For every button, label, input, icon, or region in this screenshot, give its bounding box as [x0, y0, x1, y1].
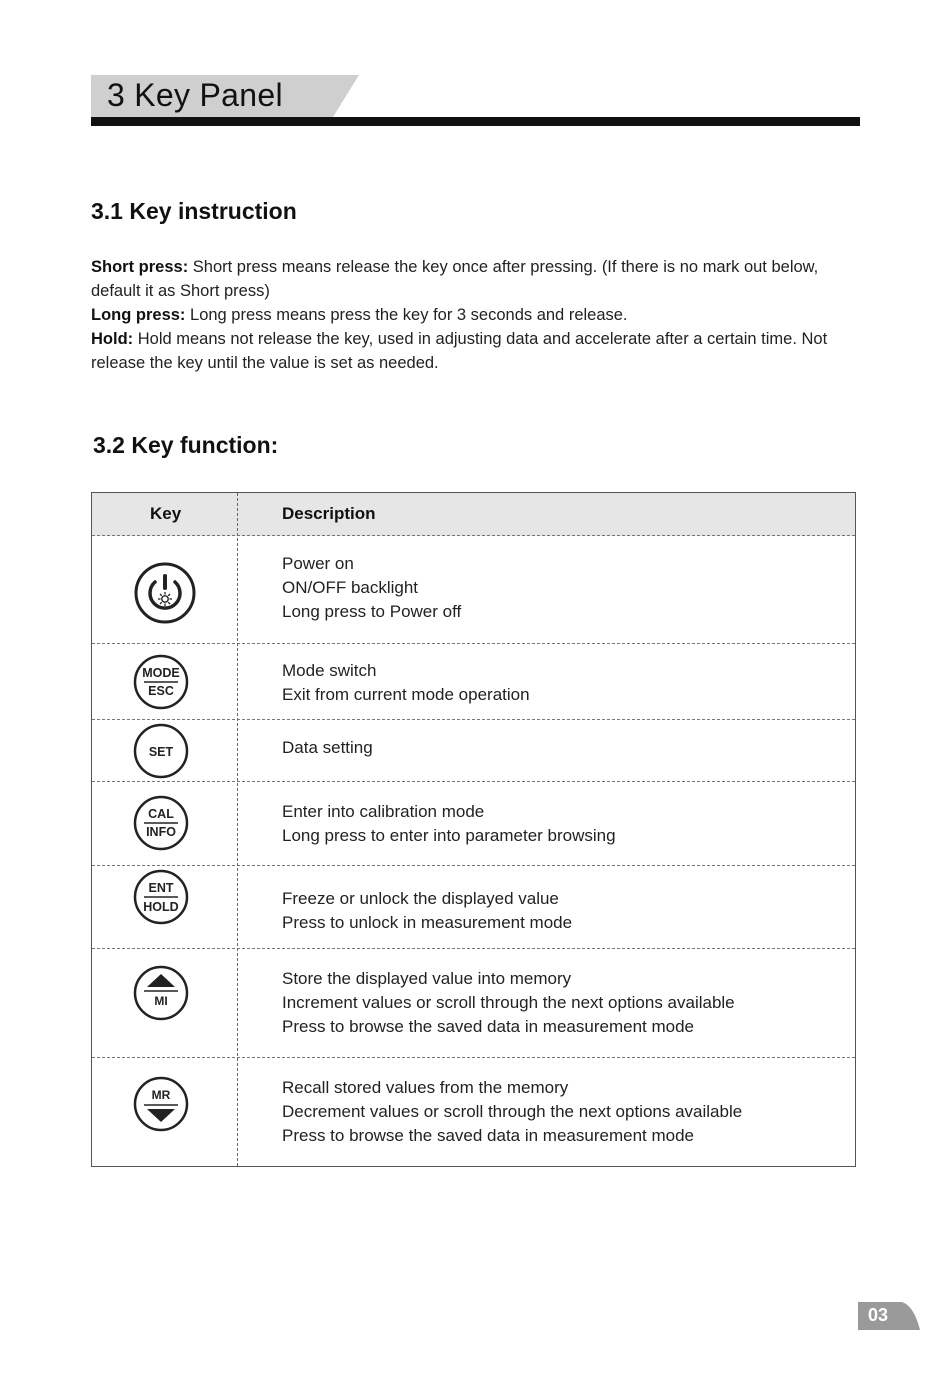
chapter-header — [91, 75, 860, 127]
table-row — [92, 949, 855, 1058]
description-line: Power on — [282, 554, 354, 573]
definition-hold — [91, 327, 861, 375]
page-number: 03 — [868, 1305, 889, 1325]
description-cell — [282, 887, 842, 935]
down-arrow-icon — [147, 1109, 175, 1122]
key-label: ESC — [148, 684, 174, 698]
key-press-definitions — [91, 255, 861, 375]
up-arrow-icon — [147, 974, 175, 987]
table-row — [92, 720, 855, 782]
description-line: Decrement values or scroll through the next options available — [282, 1102, 743, 1121]
definition-term: Long press: — [91, 306, 186, 324]
key-label: ENT — [148, 881, 174, 895]
definition-text: Hold means not release the key, used in adjusting data and accelerate after a certain time. Not release the key until the value is set as needed. — [91, 330, 828, 372]
definition-text: Long press means press the key for 3 seconds and release. — [185, 306, 628, 324]
description-cell — [282, 800, 842, 848]
description-line: Recall stored values from the memory — [282, 1078, 569, 1097]
key-label: MI — [154, 994, 168, 1008]
description-cell — [282, 552, 842, 624]
set-key-icon — [133, 723, 189, 779]
definition-text: Short press means release the key once after pressing. (If there is no mark out below, default it as Short press) — [91, 258, 819, 300]
description-line: Press to unlock in measurement mode — [282, 913, 573, 932]
description-line: Mode switch — [282, 661, 377, 680]
definition-short-press — [91, 255, 861, 303]
description-line: Enter into calibration mode — [282, 802, 485, 821]
description-line: Long press to Power off — [282, 602, 462, 621]
key-cell — [92, 949, 237, 1057]
key-label: MR — [151, 1088, 171, 1102]
description-line: Press to browse the saved data in measurement mode — [282, 1017, 694, 1036]
description-line: Data setting — [282, 738, 373, 757]
column-divider — [237, 493, 238, 1166]
table-row — [92, 536, 855, 644]
section-heading-key-instruction: 3.1 Key instruction — [91, 198, 297, 224]
page-number-tab — [858, 1302, 920, 1330]
table-header-row — [92, 493, 855, 536]
key-cell — [92, 782, 237, 865]
key-cell — [92, 1058, 237, 1167]
definition-term: Hold: — [91, 330, 134, 348]
table-row — [92, 866, 855, 949]
description-cell — [282, 659, 842, 707]
chapter-rule — [91, 117, 860, 126]
key-cell — [92, 866, 237, 948]
mr-down-key-icon — [133, 1076, 189, 1132]
chapter-title: 3 Key Panel — [107, 77, 283, 113]
key-label: INFO — [146, 825, 176, 839]
description-cell — [282, 967, 842, 1039]
key-cell — [92, 720, 237, 781]
power-backlight-icon — [133, 561, 197, 625]
description-line: Exit from current mode operation — [282, 685, 530, 704]
chapter-title-tab — [91, 75, 359, 117]
key-cell — [92, 536, 237, 643]
table-row — [92, 782, 855, 866]
table-header-key: Key — [150, 504, 182, 523]
table-row — [92, 1058, 855, 1167]
description-cell — [282, 736, 842, 760]
ent-hold-key-icon — [133, 869, 189, 925]
description-line: Freeze or unlock the displayed value — [282, 889, 559, 908]
table-row — [92, 644, 855, 720]
key-cell — [92, 644, 237, 719]
cal-info-key-icon — [133, 795, 189, 851]
description-line: Long press to enter into parameter browsing — [282, 826, 616, 845]
key-label: CAL — [148, 807, 174, 821]
section-heading-key-function: 3.2 Key function: — [93, 432, 279, 458]
key-function-table — [91, 492, 856, 1167]
description-line: Increment values or scroll through the next options available — [282, 993, 735, 1012]
key-label: HOLD — [143, 900, 179, 914]
description-line: ON/OFF backlight — [282, 578, 419, 597]
key-label: SET — [148, 745, 174, 759]
definition-long-press — [91, 303, 861, 327]
description-line: Store the displayed value into memory — [282, 969, 572, 988]
definition-term: Short press: — [91, 258, 189, 276]
key-label: MODE — [142, 666, 180, 680]
table-header-description: Description — [282, 504, 376, 523]
up-mi-key-icon — [133, 965, 189, 1021]
description-cell — [282, 1076, 842, 1148]
mode-esc-key-icon — [133, 654, 189, 710]
description-line: Press to browse the saved data in measurement mode — [282, 1126, 694, 1145]
